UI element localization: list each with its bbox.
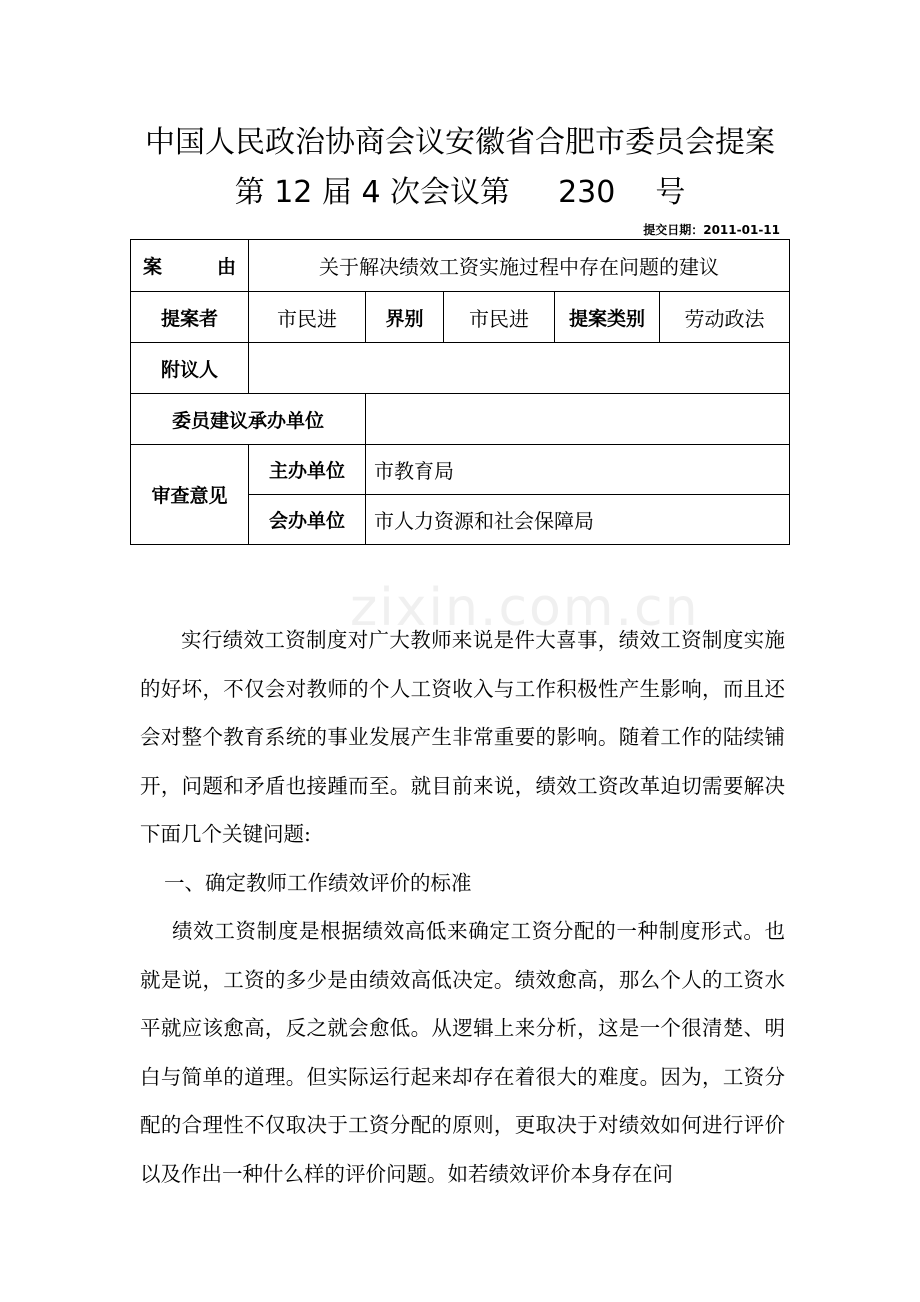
submit-date: 提交日期：2011-01-11 [643, 223, 780, 237]
sector-value: 市民进 [444, 292, 555, 343]
proposal-form-table [130, 239, 790, 545]
proposal-number: 230 [558, 175, 616, 210]
reason-value: 关于解决绩效工资实施过程中存在问题的建议 [249, 240, 790, 292]
handling-unit-value [366, 394, 790, 445]
session-suffix: 号 [655, 175, 686, 210]
proposer-label: 提案者 [131, 292, 249, 343]
reason-label-char-a: 案 [143, 256, 163, 278]
co-unit-label: 会办单位 [249, 495, 366, 545]
proposal-body [140, 616, 785, 1198]
body-paragraph-2: 绩效工资制度是根据绩效高低来确定工资分配的一种制度形式。也就是说，工资的多少是由绩效高低决定。绩效愈高，那么个人的工资水平就应该愈高，反之就会愈低。从逻辑上来分析，这是一个很清楚、明白与简单的道理。但实际运行起来却存在着很大的难度。因为，工资分配的合理性不仅取决于工资分配的原则，更取决于对绩效如何进行评价以及作出一种什么样的评价问题。如若绩效评价本身存在问 [140, 919, 785, 1186]
session-line [0, 167, 920, 211]
session-prefix: 第 12 届 4 次会议第 [234, 175, 511, 210]
body-paragraph-1: 实行绩效工资制度对广大教师来说是件大喜事，绩效工资制度实施的好坏，不仅会对教师的个人工资收入与工作积极性产生影响，而且还会对整个教育系统的事业发展产生非常重要的影响。随着工作的陆续铺开，问题和矛盾也接踵而至。就目前来说，绩效工资改革迫切需要解决下面几个关键问题: [140, 628, 785, 846]
category-label: 提案类别 [555, 292, 660, 343]
cosigner-label: 附议人 [131, 343, 249, 394]
proposal-title: 中国人民政治协商会议安徽省合肥市委员会提案 [145, 125, 775, 160]
host-unit-label: 主办单位 [249, 445, 366, 495]
watermark: zixin.com.cn [350, 578, 700, 638]
reason-label-char-b: 由 [216, 256, 236, 278]
review-label: 审查意见 [131, 445, 249, 545]
section-heading-1: 一、确定教师工作绩效评价的标准 [164, 870, 472, 895]
handling-unit-label: 委员建议承办单位 [131, 394, 366, 445]
co-unit-value: 市人力资源和社会保障局 [366, 495, 790, 545]
host-unit-value: 市教育局 [366, 445, 790, 495]
proposer-value: 市民进 [249, 292, 366, 343]
sector-label: 界别 [366, 292, 444, 343]
reason-label [131, 240, 249, 292]
cosigner-value [249, 343, 790, 394]
category-value: 劳动政法 [660, 292, 790, 343]
